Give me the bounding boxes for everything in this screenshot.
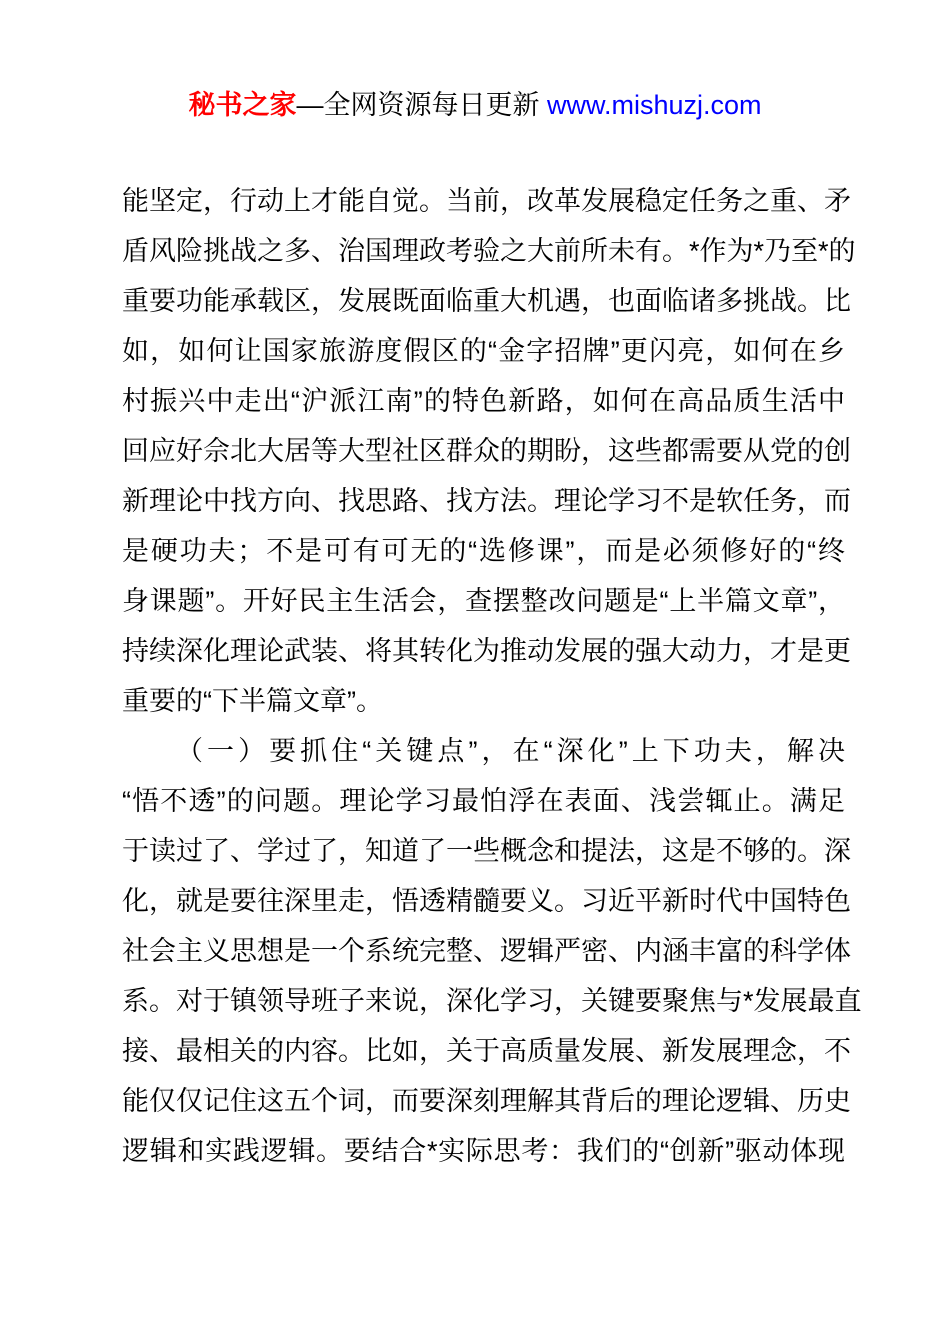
site-name: 秘书之家 bbox=[188, 90, 297, 120]
site-header bbox=[0, 86, 950, 124]
text-line: 接、最相关的内容。比如，关于高质量发展、新发展理念，不 bbox=[122, 1036, 851, 1066]
text-line: 新理论中找方向、找思路、找方法。理论学习不是软任务，而 bbox=[122, 486, 851, 516]
text-line: 能仅仅记住这五个词，而要深刻理解其背后的理论逻辑、历史 bbox=[122, 1086, 851, 1116]
text-line: 身课题”。开好民主生活会，查摆整改问题是“上半篇文章”， bbox=[122, 586, 845, 616]
site-tagline: —全网资源每日更新 bbox=[296, 90, 547, 120]
text-line: 社会主义思想是一个系统完整、逻辑严密、内涵丰富的科学体 bbox=[122, 936, 851, 966]
text-line: 村振兴中走出“沪派江南”的特色新路，如何在高品质生活中 bbox=[122, 386, 845, 416]
text-line: 重要功能承载区，发展既面临重大机遇，也面临诸多挑战。比 bbox=[122, 286, 851, 316]
text-line: 重要的“下半篇文章”。 bbox=[122, 686, 383, 716]
text-line: 持续深化理论武装、将其转化为推动发展的强大动力，才是更 bbox=[122, 636, 851, 666]
document-body bbox=[122, 176, 862, 1176]
text-line: 化，就是要往深里走，悟透精髓要义。习近平新时代中国特色 bbox=[122, 886, 851, 916]
text-line: 回应好佘北大居等大型社区群众的期盼，这些都需要从党的创 bbox=[122, 436, 851, 466]
text-line: “悟不透”的问题。理论学习最怕浮在表面、浅尝辄止。满足 bbox=[122, 786, 845, 816]
text-line: 盾风险挑战之多、治国理政考验之大前所未有。*作为*乃至*的 bbox=[122, 236, 856, 266]
text-line: 如，如何让国家旅游度假区的“金字招牌”更闪亮，如何在乡 bbox=[122, 336, 845, 366]
text-line: 逻辑和实践逻辑。要结合*实际思考：我们的“创新”驱动体现 bbox=[122, 1136, 845, 1166]
text-line: （一）要抓住“关键点”，在“深化”上下功夫，解决 bbox=[176, 736, 845, 766]
site-url-link[interactable]: www.mishuzj.com bbox=[546, 90, 762, 120]
text-line: 系。对于镇领导班子来说，深化学习，关键要聚焦与*发展最直 bbox=[122, 986, 862, 1016]
text-line: 是硬功夫；不是可有可无的“选修课”，而是必须修好的“终 bbox=[122, 536, 845, 566]
text-line: 于读过了、学过了，知道了一些概念和提法，这是不够的。深 bbox=[122, 836, 851, 866]
text-line: 能坚定，行动上才能自觉。当前，改革发展稳定任务之重、矛 bbox=[122, 186, 851, 216]
